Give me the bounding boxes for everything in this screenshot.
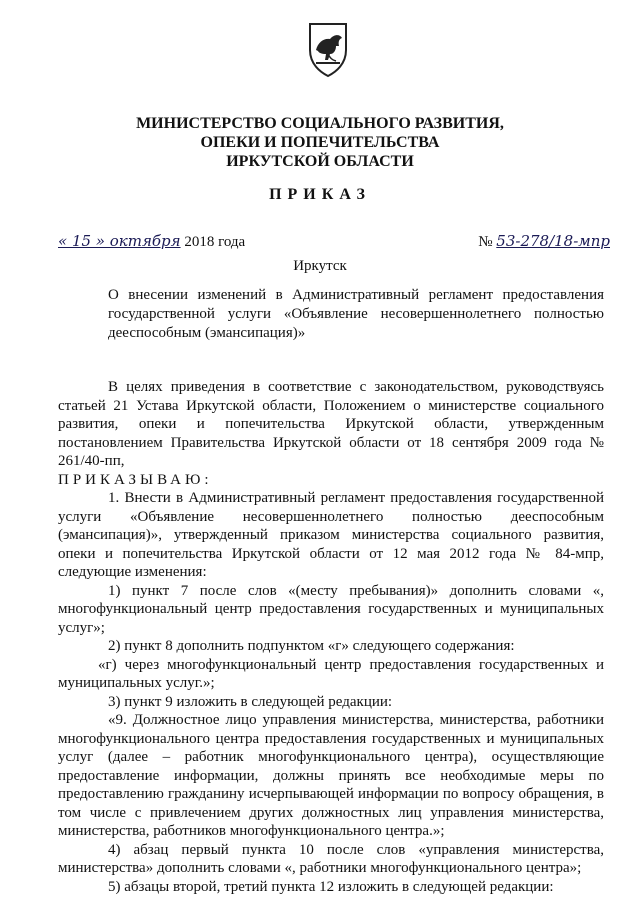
preamble-paragraph: В целях приведения в соответствие с законодательством, руководствуясь статьей 21 Устава Иркутской области, Положением о министерстве социального развития, опеки и попечительства Иркутской области, утвержденным постановлением Правительства Иркутской области от 18 сентября 2009 года № 261/40-пп, xyxy=(58,379,604,469)
number-sign: № xyxy=(478,234,493,250)
order-year: 2018 года xyxy=(184,234,246,250)
document-type-title: ПРИКАЗ xyxy=(269,186,371,203)
coat-of-arms-icon xyxy=(306,20,350,78)
ministry-name-line3: ИРКУТСКОЙ ОБЛАСТИ xyxy=(226,153,414,170)
order-subject: О внесении изменений в Административный регламент предоставления государственной услуги «Объявление несовершеннолетнего полностью дееспособным (эмансипация)» xyxy=(108,287,604,341)
ministry-name-line1: МИНИСТЕРСТВО СОЦИАЛЬНОГО РАЗВИТИЯ, xyxy=(136,115,504,132)
order-number xyxy=(478,232,610,251)
order-city: Иркутск xyxy=(293,258,347,274)
subitem-3-paragraph: 3) пункт 9 изложить в следующей редакции: xyxy=(108,693,393,710)
subitem-4-paragraph: 4) абзац первый пункта 10 после слов «управления министерства, министерства» дополнить словами «, работники многофункционального центра»; xyxy=(58,841,604,876)
order-body xyxy=(58,378,604,896)
subitem-5-paragraph: 5) абзацы второй, третий пункта 12 изложить в следующей редакции: xyxy=(108,878,554,895)
subitem-2-text: «г) через многофункциональный центр предоставления государственных и муниципальных услуг.»; xyxy=(58,656,604,691)
handwritten-number: 53-278/18-мпр xyxy=(496,232,610,250)
subitem-1-paragraph: 1) пункт 7 после слов «(месту пребывания)» дополнить словами «, многофункциональный центр предоставления государственных и муниципальных услуг»; xyxy=(58,582,604,636)
subitem-2-paragraph: 2) пункт 8 дополнить подпунктом «г» следующего содержания: xyxy=(108,638,515,654)
command-word: ПРИКАЗЫВАЮ: xyxy=(58,471,213,488)
item-1-paragraph: 1. Внести в Административный регламент предоставления государственной услуги «Объявление несовершеннолетнего полностью дееспособным (эмансипация)», утвержденный приказом министерства социального развития, опеки и попечительства Иркутской области от 12 мая 2012 года № 84-мпр, следующие изменения: xyxy=(58,490,604,580)
ministry-name-line2: ОПЕКИ И ПОПЕЧИТЕЛЬСТВА xyxy=(200,134,440,151)
subitem-3-text: «9. Должностное лицо управления министерства, министерства, работники многофункционального центра предоставления государственных и муниципальных услуг (далее – работник многофункционального центра), осуществляющие предоставление информации, должны принять все необходимые меры по предоставлению гражданину исчерпывающей информации по вопросу обращения, в том числе с привлечением других должностных лиц управления министерства, министерства, работников многофункционального центра.»; xyxy=(58,712,604,839)
handwritten-date: « 15 » октября xyxy=(58,232,181,250)
order-date xyxy=(58,232,245,251)
